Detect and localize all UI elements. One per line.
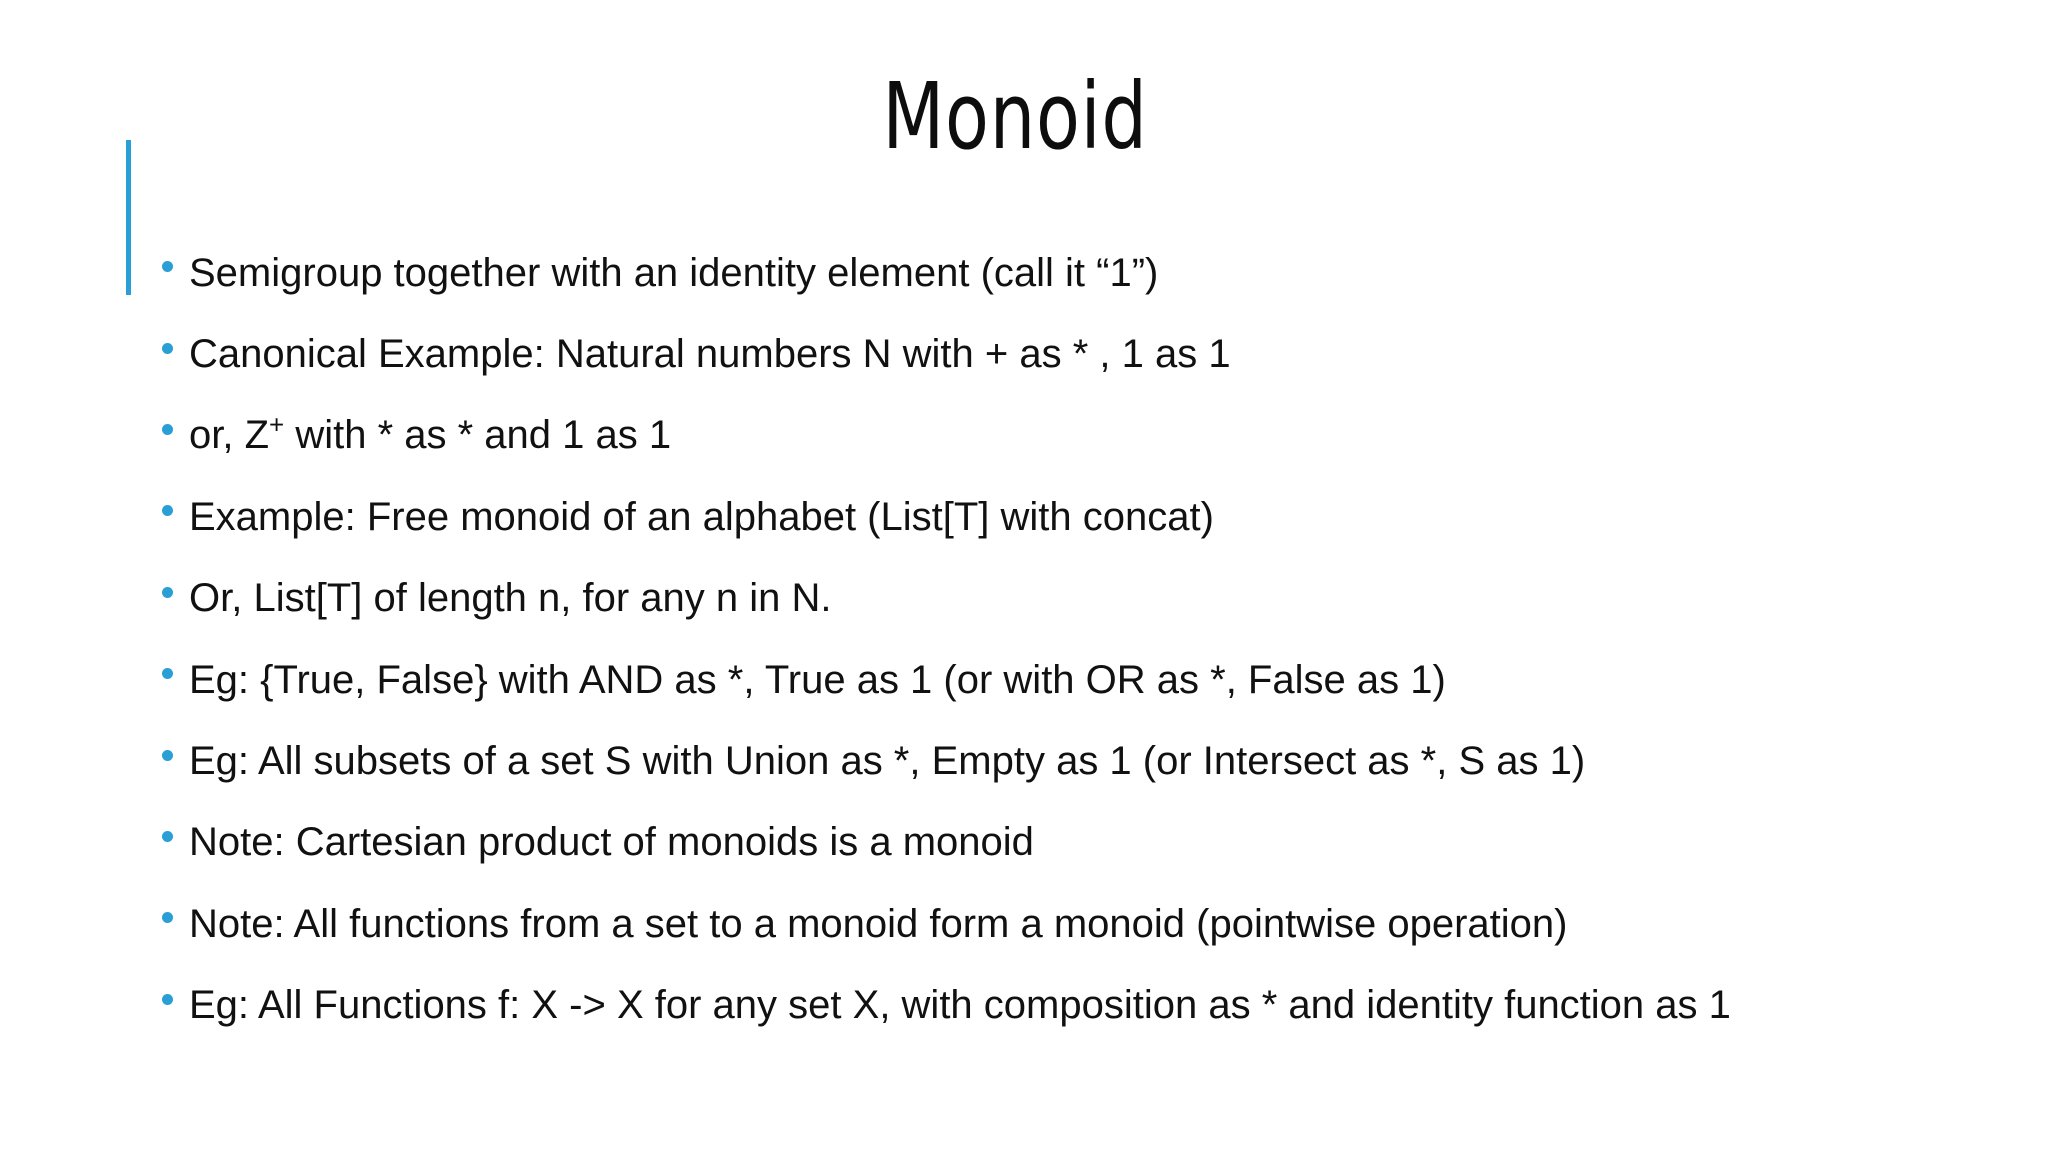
list-item xyxy=(162,883,2022,964)
bullet-dot-icon xyxy=(162,831,173,842)
bullet-text: Semigroup together with an identity element (call it “1”) xyxy=(189,250,1159,295)
superscript-plus: + xyxy=(269,410,285,441)
bullet-text: Eg: All Functions f: X -> X for any set X, with composition as * and identity function as 1 xyxy=(189,983,1731,1028)
bullet-dot-icon xyxy=(162,668,173,679)
bullet-text: Or, List[T] of length n, for any n in N. xyxy=(189,576,832,621)
bullet-dot-icon xyxy=(162,750,173,761)
list-item xyxy=(162,558,2022,639)
bullet-text xyxy=(189,411,671,459)
bullet-text: Eg: {True, False} with AND as *, True as 1 (or with OR as *, False as 1) xyxy=(189,657,1446,702)
bullet-dot-icon xyxy=(162,912,173,923)
list-item xyxy=(162,802,2022,883)
bullet-dot-icon xyxy=(162,424,173,435)
bullet-text: Eg: All subsets of a set S with Union as *, Empty as 1 (or Intersect as *, S as 1) xyxy=(189,739,1586,784)
list-item xyxy=(162,965,2022,1046)
list-item xyxy=(162,232,2022,313)
bullet-dot-icon xyxy=(162,994,173,1005)
bullet-text: Canonical Example: Natural numbers N with + as * , 1 as 1 xyxy=(189,332,1231,377)
bullet-text: Note: Cartesian product of monoids is a monoid xyxy=(189,820,1034,865)
list-item xyxy=(162,395,2022,476)
bullet-text: Example: Free monoid of an alphabet (List[T] with concat) xyxy=(189,494,1214,539)
bullet-dot-icon xyxy=(162,261,173,272)
slide-title: Monoid xyxy=(882,63,1148,170)
list-item xyxy=(162,476,2022,557)
bullet-dot-icon xyxy=(162,343,173,354)
list-item xyxy=(162,313,2022,394)
list-item xyxy=(162,720,2022,801)
bullet-text-pre: or, Z xyxy=(189,413,270,458)
bullet-dot-icon xyxy=(162,505,173,516)
list-item xyxy=(162,639,2022,720)
bullet-text-post: with * as * and 1 as 1 xyxy=(284,413,672,458)
bullet-text: Note: All functions from a set to a monoid form a monoid (pointwise operation) xyxy=(189,901,1568,946)
bullet-dot-icon xyxy=(162,587,173,598)
accent-bar xyxy=(126,140,131,295)
bullet-list xyxy=(162,232,2022,1046)
